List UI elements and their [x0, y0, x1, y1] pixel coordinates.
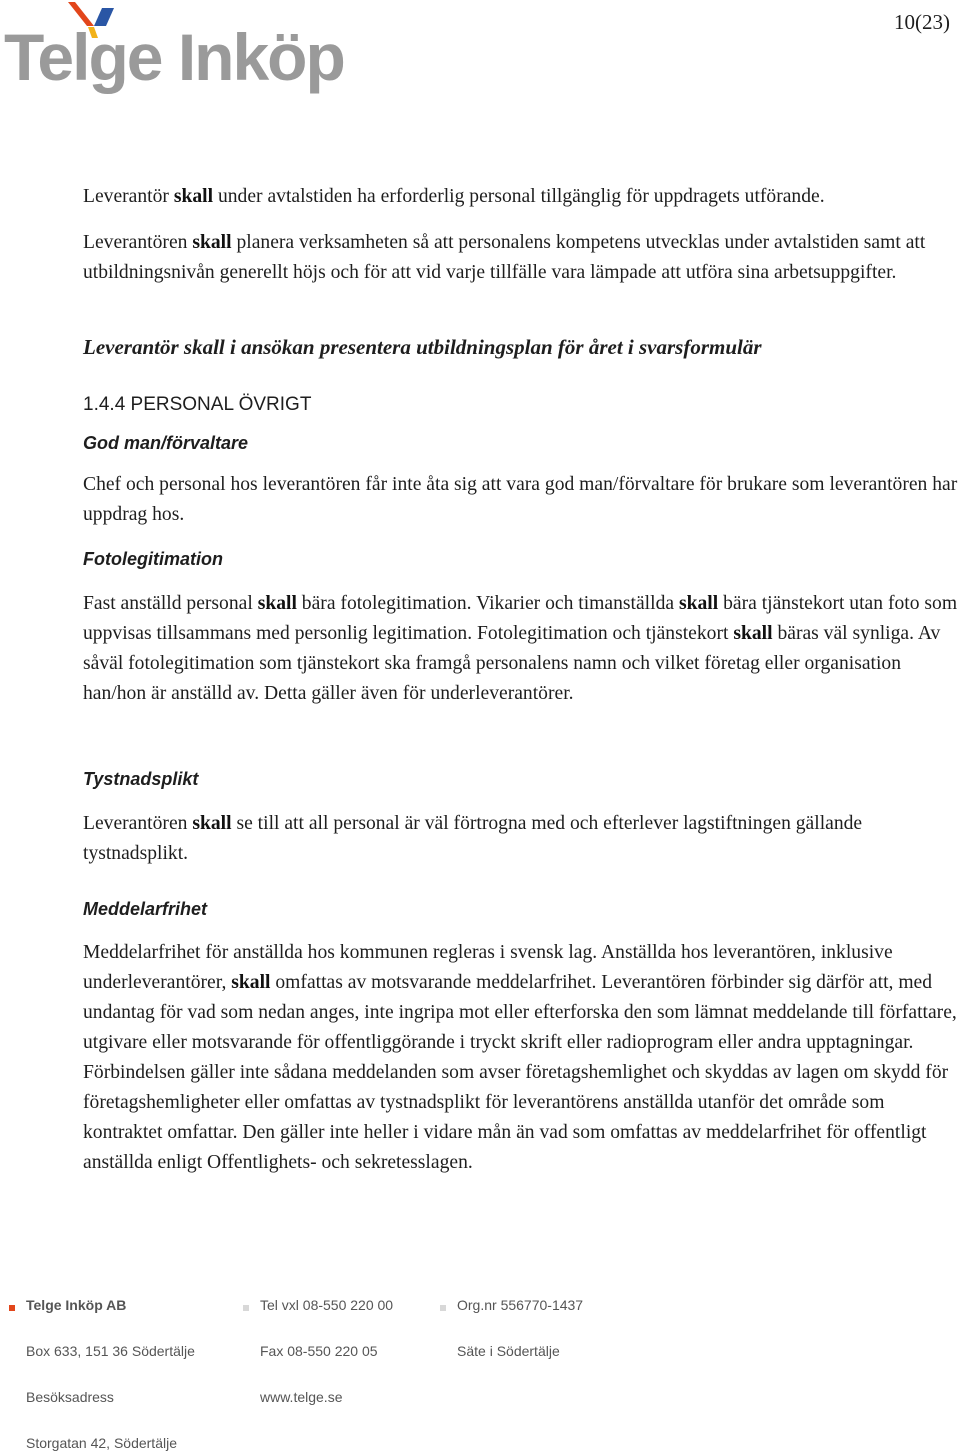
- footer-street: Storgatan 42, Södertälje: [26, 1435, 177, 1451]
- footer-fax: Fax 08-550 220 05: [260, 1343, 378, 1359]
- paragraph-tystnadsplikt: Leverantören skall se till att all personal är väl förtrogna med och efterlever lagstiftningen gällande tystnadsplikt.: [83, 813, 863, 864]
- heading-tystnadsplikt: Tystnadsplikt: [83, 769, 199, 789]
- footer-bullet-icon: [243, 1305, 249, 1311]
- footer-visit-label: Besöksadress: [26, 1389, 114, 1405]
- paragraph-meddelarfrihet: Meddelarfrihet för anställda hos kommunen regleras i svensk lag. Anställda hos leverantören, inklusive underleverantörer, skall omfattas av motsvarande meddelarfrihet. Leverantören förbinder sig därför att, med undantag för vad som nedan anges, inte ingripa mot eller efterforska den som lämnat meddelande till författare, utgivare eller motsvarande för offentliggörande i tryckt skrift eller radioprogram eller andra upptagningar. Förbindelsen gäller inte sådana meddelanden som avser företagshemlighet och skyddas av lagen om skydd för företagshemligheter eller omfattas av tystnadsplikt för leverantörens anställda utanför det område som kontraktet omfattar. Den gäller inte heller i vidare mån än vad som omfattas av meddelarfrihet för offentligt anställda enligt Offentlighets- och sekretesslagen.: [83, 942, 957, 1173]
- footer-website-link[interactable]: www.telge.se: [260, 1389, 343, 1405]
- logo-text: Telge Inköp: [4, 20, 344, 94]
- requirement-title: Leverantör skall i ansökan presentera utbildningsplan för året i svarsformulär: [83, 335, 762, 359]
- footer-bullet-icon: [9, 1305, 15, 1311]
- footer-org-nr: Org.nr 556770-1437: [457, 1297, 584, 1313]
- heading-fotolegitimation: Fotolegitimation: [83, 549, 223, 569]
- paragraph-fotolegitimation: Fast anställd personal skall bära fotolegitimation. Vikarier och timanställda skall bära tjänstekort utan foto som uppvisas tillsammans med personlig legitimation. Fotolegitimation och tjänstekort skall bäras väl synliga. Av såväl fotolegitimation som tjänstekort ska framgå personalens namn och vilket företag eller organisation han/hon är anställd av. Detta gäller även för underleverantörer.: [83, 593, 958, 704]
- paragraph-competence: Leverantören skall planera verksamheten så att personalens kompetens utvecklas under avtalstiden samt att utbildningsnivån generellt höjs och för att vid varje tillfälle vara lämpade att utföra sina arbetsuppgifter.: [83, 232, 926, 283]
- section-heading: 1.4.4 PERSONAL ÖVRIGT: [83, 394, 312, 415]
- page-number: 10(23): [894, 10, 950, 34]
- paragraph-staffing: Leverantör skall under avtalstiden ha erforderlig personal tillgänglig för uppdragets utförande.: [83, 186, 825, 207]
- footer-bullet-icon: [440, 1305, 446, 1311]
- footer-box-address: Box 633, 151 36 Södertälje: [26, 1343, 195, 1359]
- heading-god-man: God man/förvaltare: [83, 433, 249, 453]
- footer-phone: Tel vxl 08-550 220 00: [260, 1297, 394, 1313]
- footer-seat: Säte i Södertälje: [457, 1343, 560, 1359]
- telge-inkop-logo: [2, 0, 344, 94]
- heading-meddelarfrihet: Meddelarfrihet: [83, 899, 208, 919]
- paragraph-god-man: Chef och personal hos leverantören får inte åta sig att vara god man/förvaltare för brukare som leverantören har uppdrag hos.: [83, 474, 958, 525]
- footer-company: Telge Inköp AB: [26, 1297, 127, 1313]
